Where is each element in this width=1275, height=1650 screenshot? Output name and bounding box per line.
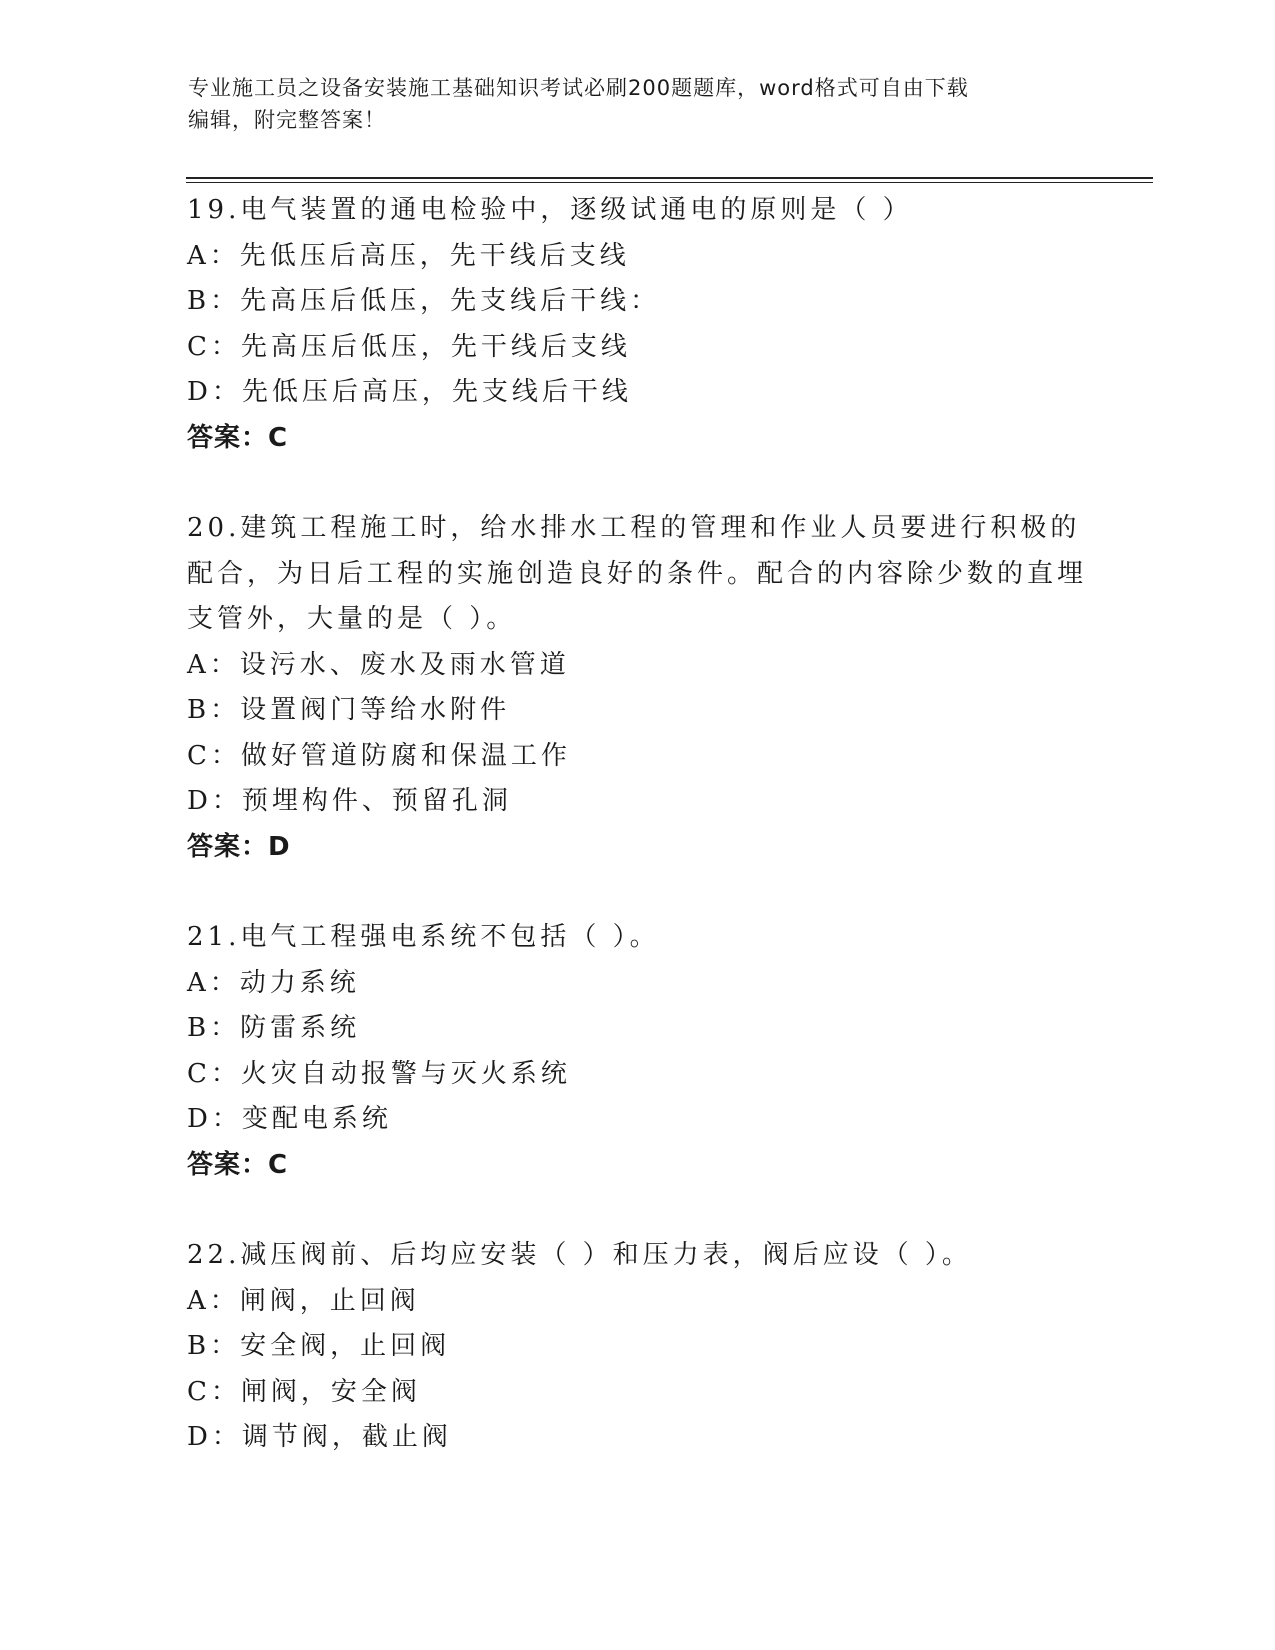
option-d: D：变配电系统: [187, 1104, 392, 1134]
option-b: B：安全阀，止回阀: [187, 1331, 451, 1361]
option-a: A：设污水、废水及雨水管道: [187, 649, 570, 680]
option-c: C：先高压后低压，先干线后支线: [187, 331, 631, 362]
question-list: [187, 188, 1087, 1506]
header-title-line1: 专业施工员之设备安装施工基础知识考试必刷200题题库，word格式可自由下载: [188, 76, 969, 100]
option-d: D：调节阀，截止阀: [187, 1422, 452, 1452]
question-stem: 22.减压阀前、后均应安装（ ）和压力表，阀后应设（ ）。: [187, 1240, 972, 1270]
option-b: B：设置阀门等给水附件: [187, 695, 511, 725]
header-divider-thick: [186, 177, 1153, 179]
question-19: [187, 188, 1087, 461]
question-stem: 20.建筑工程施工时，给水排水工程的管理和作业人员要进行积极的配合，为日后工程的实施创造良好的条件。配合的内容除少数的直埋支管外，大量的是（ ）。: [187, 513, 1088, 634]
answer: 答案：D: [187, 831, 291, 862]
option-c: C：做好管道防腐和保温工作: [187, 740, 571, 771]
answer: 答案：C: [187, 422, 289, 453]
option-d: D：预埋构件、预留孔洞: [187, 786, 512, 816]
option-a: A：先低压后高压，先干线后支线: [187, 240, 630, 271]
option-c: C：闸阀，安全阀: [187, 1376, 421, 1407]
header-divider-thin: [186, 182, 1153, 183]
option-b: B：先高压后低压，先支线后干线：: [187, 286, 661, 316]
header-title-line2: 编辑，附完整答案！: [188, 108, 386, 132]
option-c: C：火灾自动报警与灭火系统: [187, 1058, 571, 1089]
question-21: [187, 915, 1087, 1188]
option-d: D：先低压后高压，先支线后干线: [187, 377, 632, 407]
question-20: [187, 506, 1087, 870]
question-22: [187, 1233, 1087, 1461]
option-a: A：闸阀，止回阀: [187, 1285, 420, 1316]
option-a: A：动力系统: [187, 967, 360, 998]
document-header: [188, 72, 1068, 136]
option-b: B：防雷系统: [187, 1013, 361, 1043]
answer: 答案：C: [187, 1149, 289, 1180]
question-stem: 19.电气装置的通电检验中，逐级试通电的原则是（ ）: [187, 195, 913, 225]
question-stem: 21.电气工程强电系统不包括（ ）。: [187, 922, 660, 952]
